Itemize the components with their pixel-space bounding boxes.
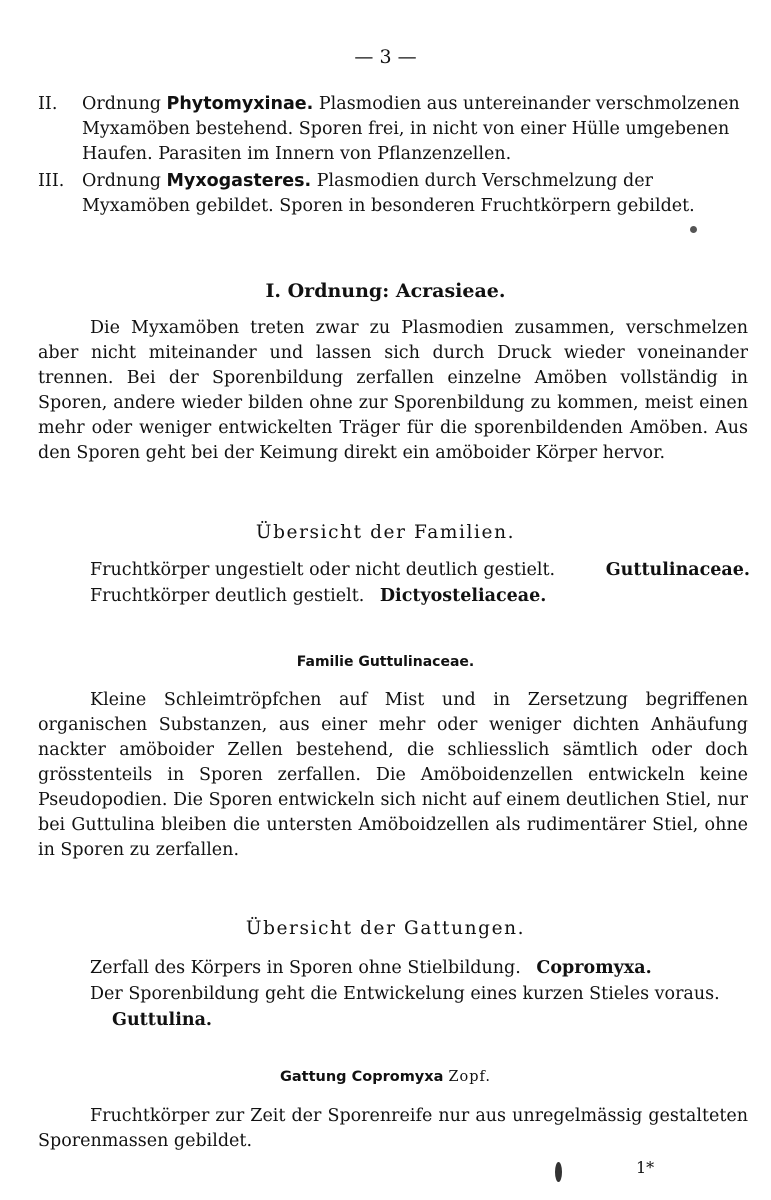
order-entry-iii (38, 169, 748, 219)
order-description: Plasmodien aus untereinander verschmolzenen Myxamöben bestehend. Sporen frei, in nicht von einer Hülle umgebenen Haufen. Parasiten im Innern von Pflanzenzellen. (82, 94, 740, 164)
order-name: Myxogasteres. (166, 171, 312, 191)
genus-paragraph: Fruchtkörper zur Zeit der Sporenreife nur aus unregelmässig gestalteten Sporenmassen gebildet. (38, 1106, 748, 1151)
key-row (90, 955, 750, 981)
key-text: Der Sporenbildung geht die Entwickelung eines kurzen Stieles voraus. (90, 984, 720, 1004)
ink-smudge (555, 1162, 562, 1182)
key-row (90, 1007, 750, 1033)
family-body (38, 688, 748, 863)
key-row (90, 981, 750, 1007)
family-key-heading: Übersicht der Familien. (255, 522, 516, 543)
section-paragraph: Die Myxamöben treten zwar zu Plasmodien zusammen, verschmelzen aber nicht miteinander und lassen sich durch Druck wieder voneinander trennen. Bei der Sporenbildung zerfallen einzelne Amöben vollständig in Sporen, andere wieder bilden ohne zur Sporenbildung zu kommen, meist einen mehr oder weniger entwickelten Träger für die sporenbildenden Amöben. Aus den Sporen geht bei der Keimung direkt ein amöboider Körper hervor. (38, 318, 748, 463)
order-label: Ordnung (82, 171, 161, 191)
genus-key (90, 955, 750, 1033)
order-label: Ordnung (82, 94, 161, 114)
family-heading: Familie Guttulinaceae. (296, 654, 475, 670)
orders-list (38, 92, 748, 219)
ink-smudge (690, 226, 697, 233)
genus-name: Gattung Copromyxa (279, 1069, 444, 1085)
genus-heading (0, 1069, 771, 1085)
key-row (90, 557, 750, 583)
key-text: Fruchtkörper deutlich gestielt. (90, 586, 365, 606)
key-text: Fruchtkörper ungestielt oder nicht deutlich gestielt. (90, 560, 556, 580)
order-number: III. (38, 171, 65, 191)
genus-key-heading: Übersicht der Gattungen. (245, 918, 526, 939)
key-taxon: Guttulina. (112, 1010, 213, 1030)
order-name: Phytomyxinae. (166, 94, 314, 114)
signature-mark: 1* (636, 1158, 655, 1177)
family-paragraph: Kleine Schleimtröpfchen auf Mist und in Zersetzung begriffenen organischen Substanzen, aus einer mehr oder weniger dichten Anhäufung nackter amöboider Zellen bestehend, die schliesslich sämtlich oder doch grösstenteils in Sporen zerfallen. Die Amöboidenzellen entwickeln keine Pseudopodien. Die Sporen entwickeln sich nicht auf einem deutlichen Stiel, nur bei Guttulina bleiben die untersten Amöboidzellen als rudimentärer Stiel, ohne in Sporen zu zerfallen. (38, 690, 748, 860)
order-number: II. (38, 94, 58, 114)
key-taxon: Copromyxa. (536, 958, 652, 978)
key-taxon: Dictyosteliaceae. (379, 586, 547, 606)
genus-body (38, 1104, 748, 1154)
key-row (90, 583, 750, 609)
section-body (38, 316, 748, 466)
page-number: — 3 — (354, 46, 417, 68)
family-key (90, 557, 750, 609)
section-heading: I. Ordnung: Acrasieae. (265, 280, 506, 302)
order-description: Plasmodien durch Verschmelzung der Myxamöben gebildet. Sporen in besonderen Fruchtkörpern gebildet. (82, 171, 695, 216)
genus-author: Zopf. (448, 1069, 492, 1085)
order-entry-ii (38, 92, 748, 167)
key-text: Zerfall des Körpers in Sporen ohne Stielbildung. (90, 958, 521, 978)
key-taxon: Guttulinaceae. (605, 560, 750, 580)
